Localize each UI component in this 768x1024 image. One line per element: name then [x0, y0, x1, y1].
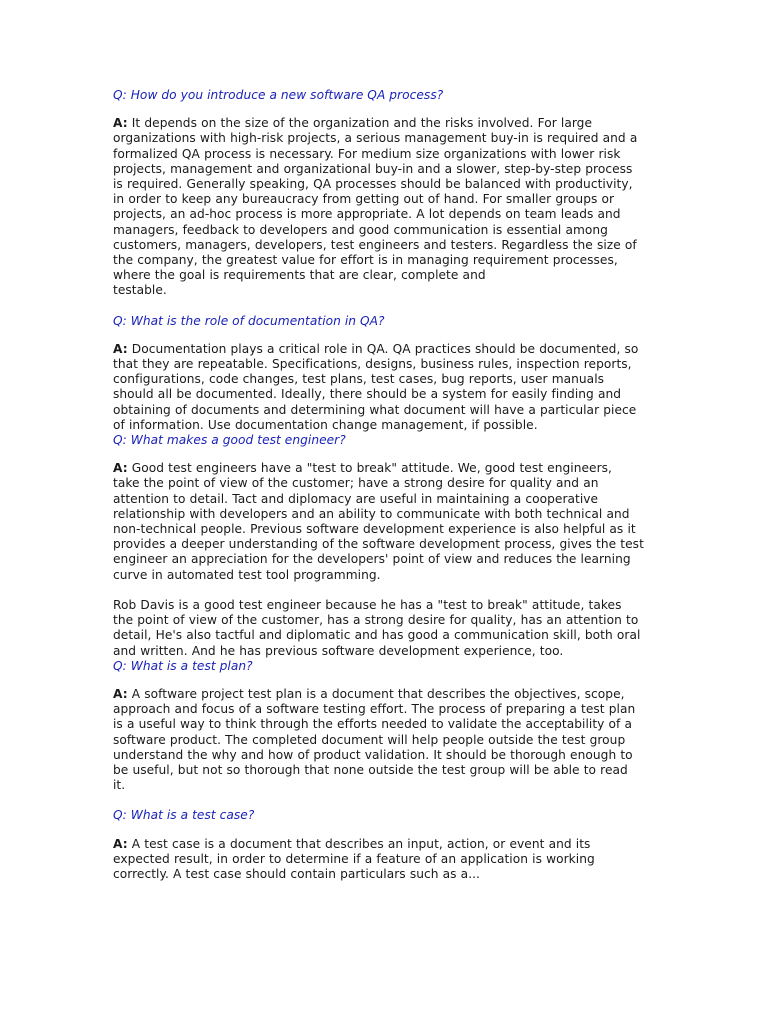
answer-text: of information. Use documentation change management, if possible. — [113, 417, 538, 432]
question-heading: Q: What is the role of documentation in QA? — [113, 313, 385, 328]
answer-text: organizations with high-risk projects, a serious management buy-in is required and a — [113, 131, 638, 146]
answer-text: software product. The completed document will help people outside the test group — [113, 732, 626, 747]
answer-text: approach and focus of a software testing effort. The process of preparing a test plan — [113, 702, 636, 717]
answer-text: Good test engineers have a "test to break" attitude. We, good test engineers, — [127, 461, 612, 476]
answer-text: expected result, in order to determine if a feature of an application is working — [113, 851, 595, 866]
answer-paragraph — [113, 342, 658, 433]
answer-label: A: — [113, 686, 128, 701]
answer-text: It depends on the size of the organization and the risks involved. For large — [127, 116, 593, 131]
answer-text: A test case is a document that describes an input, action, or event and its — [127, 836, 591, 851]
answer-paragraph — [113, 116, 658, 298]
answer-text: Rob Davis is a good test engineer because he has a "test to break" attitude, takes — [113, 597, 622, 612]
answer-paragraph — [113, 837, 658, 883]
answer-label: A: — [113, 341, 128, 356]
answer-text: should all be documented. Ideally, there should be a system for easily finding and — [113, 387, 622, 402]
answer-text: the point of view of the customer, has a strong desire for quality, has an attention to — [113, 613, 639, 628]
answer-label: A: — [113, 116, 128, 131]
answer-text: understand the why and how of product validation. It should be thorough enough to — [113, 747, 633, 762]
answer-text: Documentation plays a critical role in QA. QA practices should be documented, so — [127, 341, 639, 356]
answer-label: A: — [113, 461, 128, 476]
answer-text: detail, He's also tactful and diplomatic and has good a communication skill, both oral — [113, 628, 641, 643]
answer-text: and written. And he has previous software development experience, too. — [113, 643, 564, 658]
answer-text: engineer an appreciation for the developers' point of view and reduces the learning — [113, 552, 631, 567]
question-heading: Q: How do you introduce a new software QA process? — [113, 88, 444, 102]
answer-text: is a useful way to think through the efforts needed to validate the acceptability of a — [113, 717, 633, 732]
answer-paragraph — [113, 461, 658, 583]
answer-text: it. — [113, 778, 126, 793]
answer-text: A software project test plan is a document that describes the objectives, scope, — [127, 686, 625, 701]
answer-text: be useful, but not so thorough that none outside the test group will be able to read — [113, 762, 628, 777]
answer-text: projects, an ad-hoc process is more appropriate. A lot depends on team leads and — [113, 207, 621, 222]
question-heading: Q: What is a test case? — [113, 808, 255, 823]
answer-text: customers, managers, developers, test engineers and testers. Regardless the size of — [113, 237, 637, 252]
answer-text: in order to keep any bureaucracy from getting out of hand. For smaller groups or — [113, 192, 615, 207]
answer-paragraph-extra — [113, 598, 658, 659]
answer-text: obtaining of documents and determining what document will have a particular piece — [113, 402, 637, 417]
answer-text: testable. — [113, 283, 167, 298]
answer-paragraph — [113, 687, 658, 793]
answer-text: that they are repeatable. Specifications, designs, business rules, inspection reports, — [113, 357, 632, 372]
document-page — [113, 88, 658, 882]
answer-text: curve in automated test tool programming. — [113, 567, 381, 582]
answer-text: relationship with developers and an ability to communicate with both technical and — [113, 506, 630, 521]
answer-text: provides a deeper understanding of the software development process, gives the test — [113, 537, 644, 552]
answer-text: is required. Generally speaking, QA processes should be balanced with productivity, — [113, 177, 633, 192]
question-heading: Q: What is a test plan? — [113, 658, 253, 673]
answer-text: non-technical people. Previous software development experience is also helpful as it — [113, 522, 636, 537]
answer-text: attention to detail. Tact and diplomacy are useful in maintaining a cooperative — [113, 491, 599, 506]
answer-text: formalized QA process is necessary. For medium size organizations with lower risk — [113, 146, 621, 161]
answer-text: take the point of view of the customer; have a strong desire for quality and an — [113, 476, 599, 491]
answer-text: the company, the greatest value for effort is in managing requirement processes, — [113, 253, 618, 268]
answer-text: configurations, code changes, test plans, test cases, bug reports, user manuals — [113, 372, 605, 387]
answer-label: A: — [113, 836, 128, 851]
question-heading: Q: What makes a good test engineer? — [113, 433, 346, 448]
answer-text: where the goal is requirements that are clear, complete and — [113, 268, 486, 283]
answer-text: correctly. A test case should contain particulars such as a... — [113, 866, 480, 881]
answer-text: projects, management and organizational buy-in and a slower, step-by-step process — [113, 161, 633, 176]
answer-text: managers, feedback to developers and good communication is essential among — [113, 222, 608, 237]
